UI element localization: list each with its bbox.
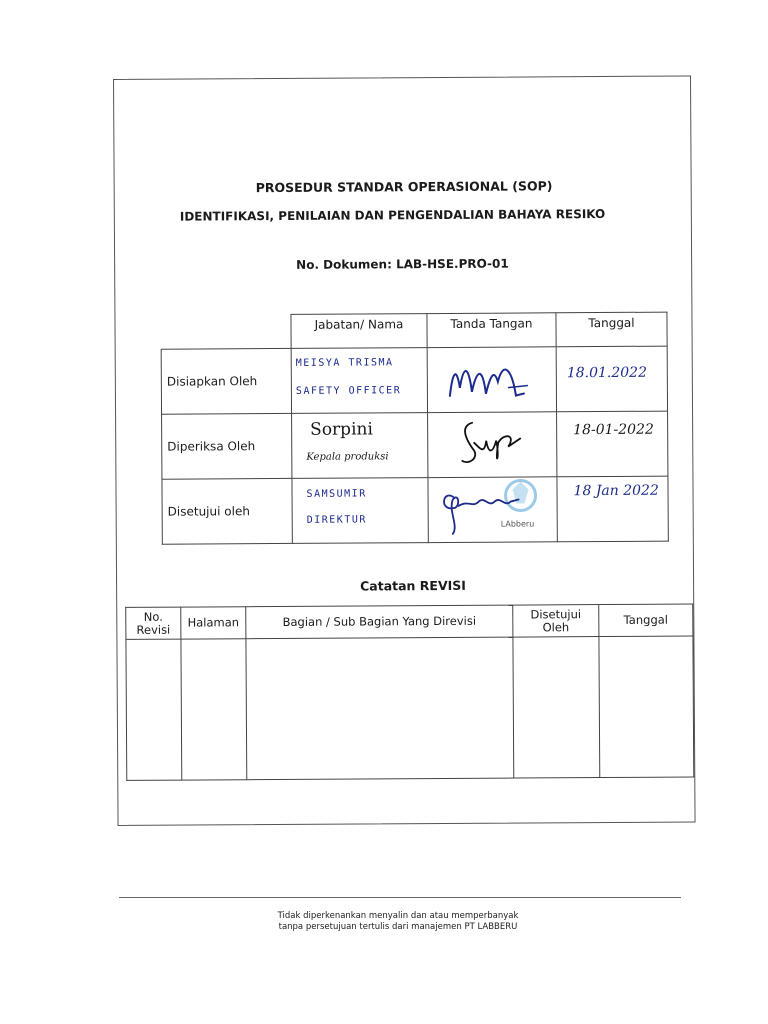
handwritten-name: MEISYA TRISMA xyxy=(295,357,394,369)
handwritten-name: SAMSUMIR xyxy=(306,488,367,500)
handwritten-date: 18.01.2022 xyxy=(566,364,648,382)
footer-line-2: tanpa persetujuan tertulis dari manajemen PT LABBERU xyxy=(278,922,518,932)
revision-cell xyxy=(126,639,182,780)
document-subtitle: IDENTIFIKASI, PENILAIAN DAN PENGENDALIAN BAHAYA RESIKO xyxy=(179,206,606,224)
header-tanggal-revisi: Tanggal xyxy=(599,604,693,637)
approval-header-row xyxy=(161,312,667,349)
approval-row xyxy=(161,346,667,414)
document-page xyxy=(113,75,696,826)
name-cell xyxy=(292,478,428,544)
handwritten-position: SAFETY OFFICER xyxy=(295,385,402,397)
signature-drawing xyxy=(428,347,556,409)
signature-cell xyxy=(428,412,557,478)
signature-cell xyxy=(427,347,556,413)
handwritten-position: Kepala produksi xyxy=(306,451,389,463)
revision-cell xyxy=(599,636,694,778)
header-no-revisi: No. Revisi xyxy=(126,607,181,639)
stamp-text: LAbberu xyxy=(500,519,535,529)
role-label: Disiapkan Oleh xyxy=(161,348,291,414)
document-title: PROSEDUR STANDAR OPERASIONAL (SOP) xyxy=(255,178,553,196)
document-number: No. Dokumen: LAB-HSE.PRO-01 xyxy=(296,256,509,272)
approval-row xyxy=(162,411,668,479)
revision-cell xyxy=(181,639,247,780)
handwritten-date: 18-01-2022 xyxy=(573,421,654,439)
header-halaman: Halaman xyxy=(181,607,246,639)
revision-cell xyxy=(246,637,514,780)
footer-line-1: Tidak diperkenankan menyalin dan atau memperbanyak xyxy=(277,911,519,921)
date-cell xyxy=(556,346,667,412)
signature-drawing xyxy=(428,412,556,474)
name-cell xyxy=(291,348,427,414)
approval-table xyxy=(160,312,668,545)
revision-header-row xyxy=(126,604,693,639)
date-cell xyxy=(557,411,668,477)
handwritten-date: 18 Jan 2022 xyxy=(573,482,659,500)
approval-row xyxy=(162,476,668,544)
date-cell xyxy=(557,476,668,542)
header-tanggal: Tanggal xyxy=(556,312,667,347)
revision-table xyxy=(125,603,694,780)
header-tanda-tangan: Tanda Tangan xyxy=(427,313,556,348)
role-label: Disetujui oleh xyxy=(162,478,292,544)
footer-divider xyxy=(119,897,681,898)
signature-cell xyxy=(428,477,557,543)
handwritten-position: DIREKTUR xyxy=(306,514,367,526)
signature-drawing xyxy=(428,477,556,539)
header-disetujui-oleh: Disetujui Oleh xyxy=(513,605,599,638)
revision-body-row xyxy=(126,636,694,780)
footer-notice xyxy=(238,911,558,933)
name-cell xyxy=(292,413,428,479)
approval-header-blank xyxy=(161,314,291,349)
revision-title: Catatan REVISI xyxy=(360,577,466,594)
role-label: Diperiksa Oleh xyxy=(162,413,292,479)
revision-cell xyxy=(513,637,600,779)
header-bagian: Bagian / Sub Bagian Yang Direvisi xyxy=(246,605,513,639)
handwritten-name: Sorpini xyxy=(310,419,373,440)
header-jabatan-nama: Jabatan/ Nama xyxy=(291,314,427,349)
